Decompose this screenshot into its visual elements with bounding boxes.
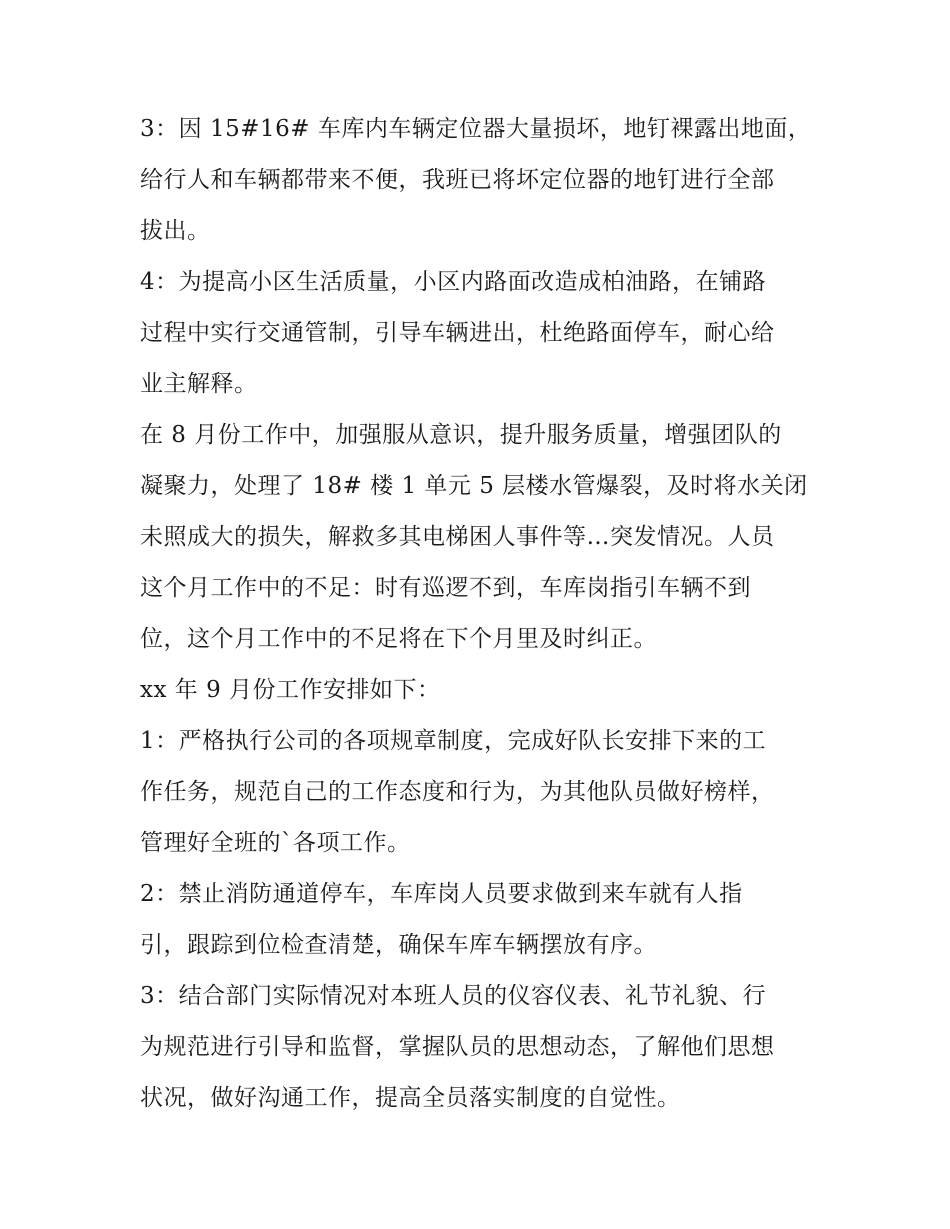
- text-line: 拔出。: [140, 218, 211, 244]
- text-line: 状况，做好沟通工作，提高全员落实制度的自觉性。: [140, 1085, 681, 1111]
- text-line: 2：禁止消防通道停车，车库岗人员要求做到来车就有人指: [140, 881, 743, 907]
- text-line: 4：为提高小区生活质量，小区内路面改造成柏油路，在铺路: [140, 269, 767, 295]
- text-line: 引，跟踪到位检查清楚，确保车库车辆摆放有序。: [140, 932, 657, 958]
- text-line: 3：因 15#16# 车库内车辆定位器大量损坏，地钉裸露出地面，: [140, 116, 812, 142]
- text-line: 1：严格执行公司的各项规章制度，完成好队长安排下来的工: [140, 728, 767, 754]
- text-line: 在 8 月份工作中，加强服从意识，提升服务质量，增强团队的: [140, 422, 782, 448]
- text-line: 3：结合部门实际情况对本班人员的仪容仪表、礼节礼貌、行: [140, 983, 767, 1009]
- text-line: 给行人和车辆都带来不便，我班已将坏定位器的地钉进行全部: [140, 167, 775, 193]
- text-line: xx 年 9 月份工作安排如下：: [140, 677, 441, 703]
- text-line: 凝聚力，处理了 18# 楼 1 单元 5 层楼水管爆裂，及时将水关闭: [140, 473, 808, 499]
- text-line: 位，这个月工作中的不足将在下个月里及时纠正。: [140, 626, 657, 652]
- text-line: 过程中实行交通管制，引导车辆进出，杜绝路面停车，耐心给: [140, 320, 775, 346]
- text-line: 为规范进行引导和监督，掌握队员的思想动态，了解他们思想: [140, 1034, 775, 1060]
- text-line: 未照成大的损失，解救多其电梯困人事件等…突发情况。人员: [140, 524, 775, 550]
- text-line: 这个月工作中的不足：时有巡逻不到，车库岗指引车辆不到: [140, 575, 751, 601]
- text-line: 作任务，规范自己的工作态度和行为，为其他队员做好榜样，: [140, 779, 775, 805]
- document-body: [140, 104, 820, 1124]
- text-line: 管理好全班的`各项工作。: [140, 830, 411, 856]
- text-line: 业主解释。: [140, 371, 258, 397]
